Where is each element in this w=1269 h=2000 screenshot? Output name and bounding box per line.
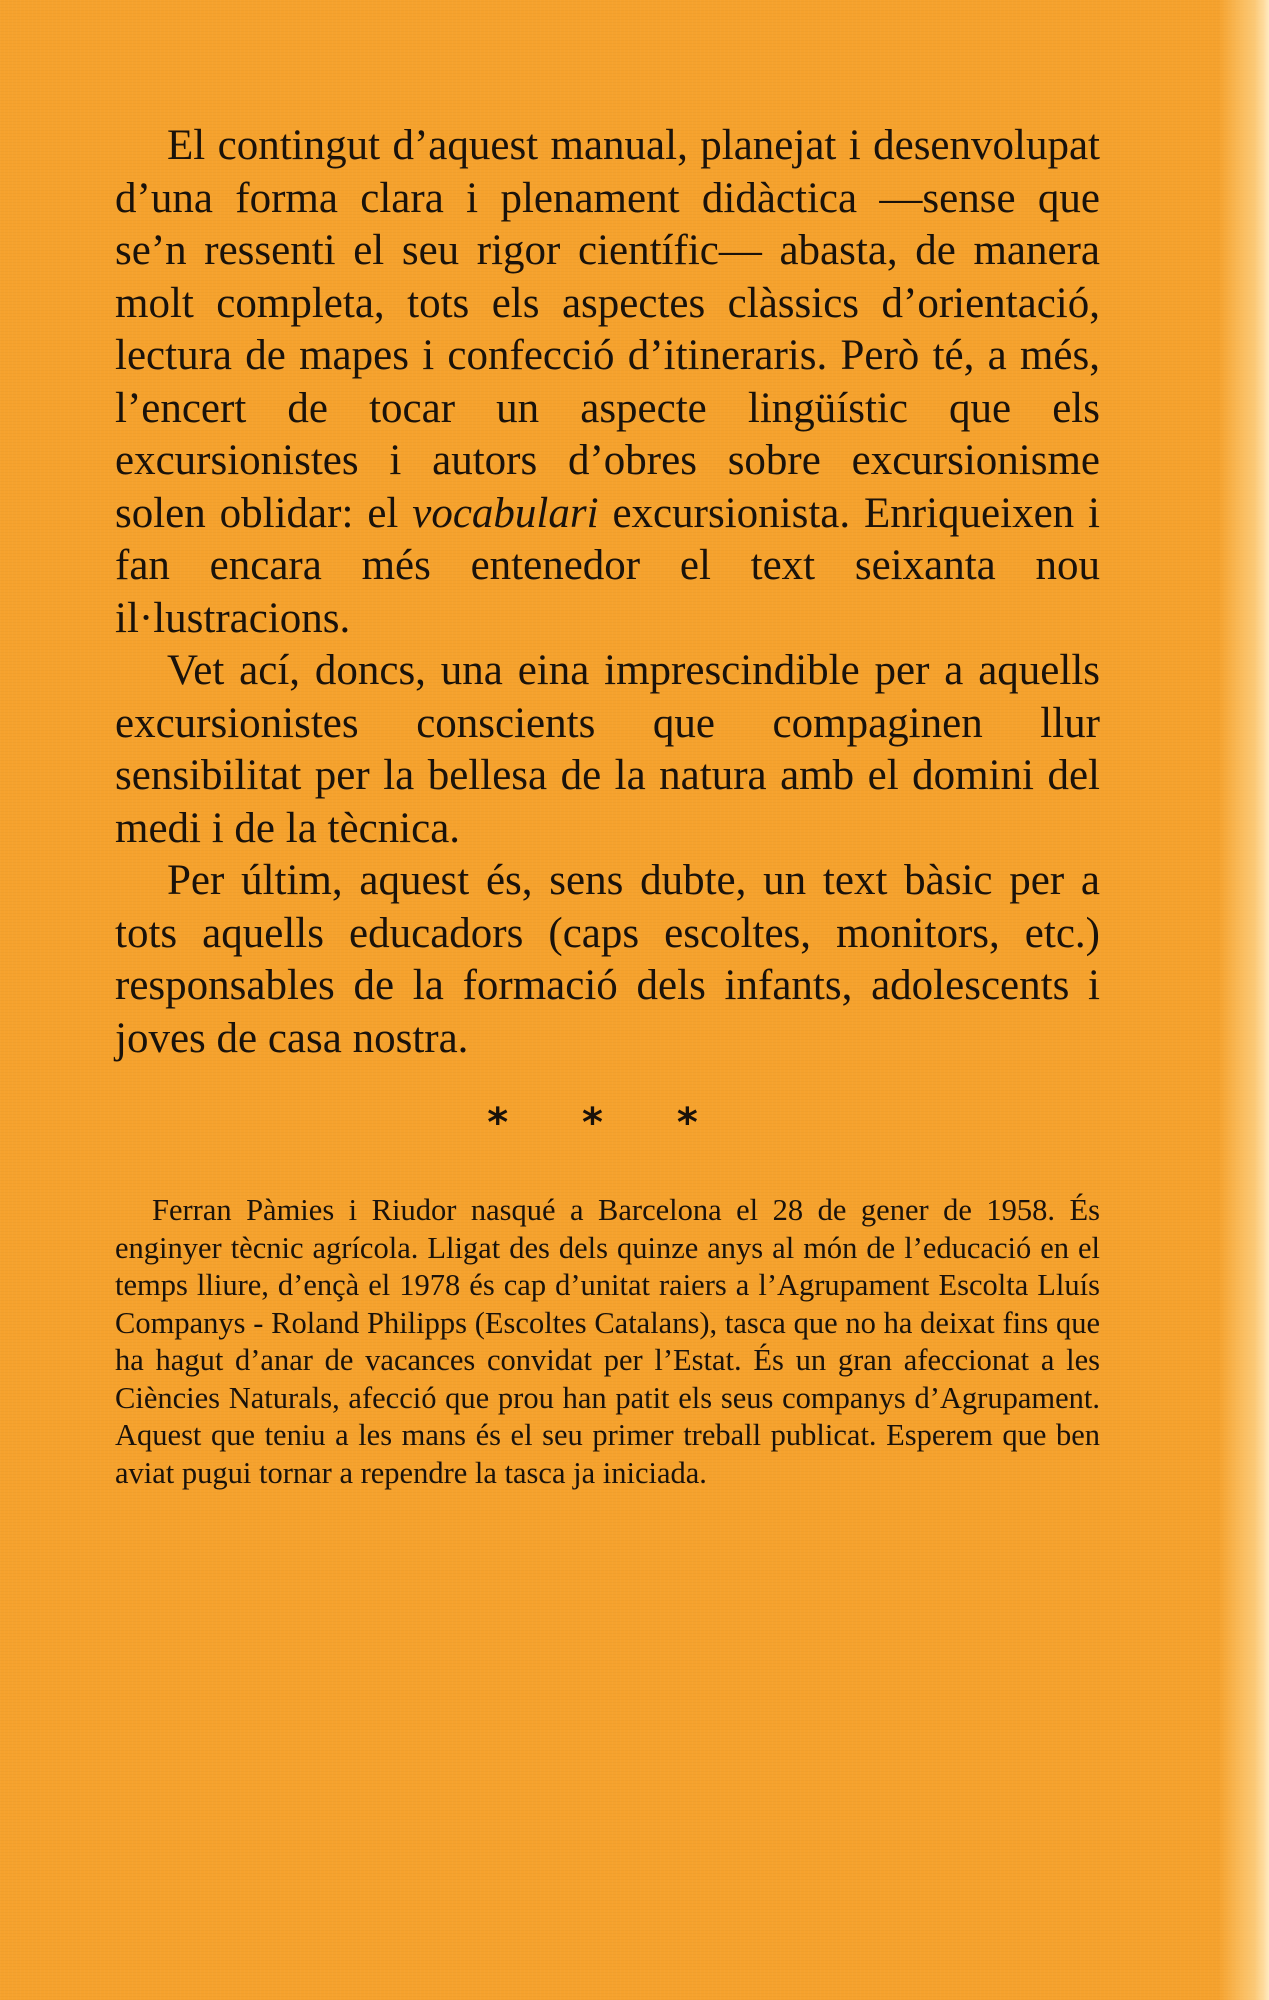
blurb-paragraph-1-start: El contingut d’aquest manual, planejat i desenvolupat d’una forma clara i plenament didàctica —sense que se’n ressenti el seu rigor científic— abasta, de manera molt completa, tots els aspectes clàssics d’orientació, lectura de mapes i confecció d’itineraris. Però té, a més, l’encert de tocar un aspecte lingüístic que els excursionistes i autors d’obres sobre excursionisme solen oblidar: el: [115, 122, 1100, 537]
blurb-paragraph-2: Vet ací, doncs, una eina imprescindible per a aquells excursionistes conscients que compaginen llur sensibilitat per la bellesa de la natura amb el domini del medi i de la tècnica.: [115, 647, 1100, 852]
blurb-paragraph-1: [115, 120, 1100, 645]
section-separator: * * *: [487, 1100, 728, 1146]
author-bio: Ferran Pàmies i Riudor nasqué a Barcelona el 28 de gener de 1958. És enginyer tècnic agrícola. Lligat des dels quinze anys al món de l’educació en el temps lliure, d’ençà el 1978 és cap d’unitat raiers a l’Agrupament Escolta Lluís Companys - Roland Philipps (Escoltes Catalans), tasca que no ha deixat fins que ha hagut d’anar de vacances convidat per l’Estat. És un gran afeccionat a les Ciències Naturals, afecció que prou han patit els seus companys d’Agrupament. Aquest que teniu a les mans és el seu primer treball publicat. Esperem que ben aviat pugui tornar a rependre la tasca ja iniciada.: [115, 1193, 1100, 1490]
blurb-text: [115, 120, 1100, 1065]
blurb-paragraph-1-end: excursionista. Enriqueixen i fan encara més entenedor el text seixanta nou il·lustracions.: [115, 489, 1100, 642]
blurb-paragraph-3: Per últim, aquest és, sens dubte, un text bàsic per a tots aquells educadors (caps escoltes, monitors, etc.) responsables de la formació dels infants, adolescents i joves de casa nostra.: [115, 857, 1100, 1062]
blurb-italic-term: vocabulari: [412, 489, 599, 537]
cover-edge: [1255, 0, 1269, 2000]
